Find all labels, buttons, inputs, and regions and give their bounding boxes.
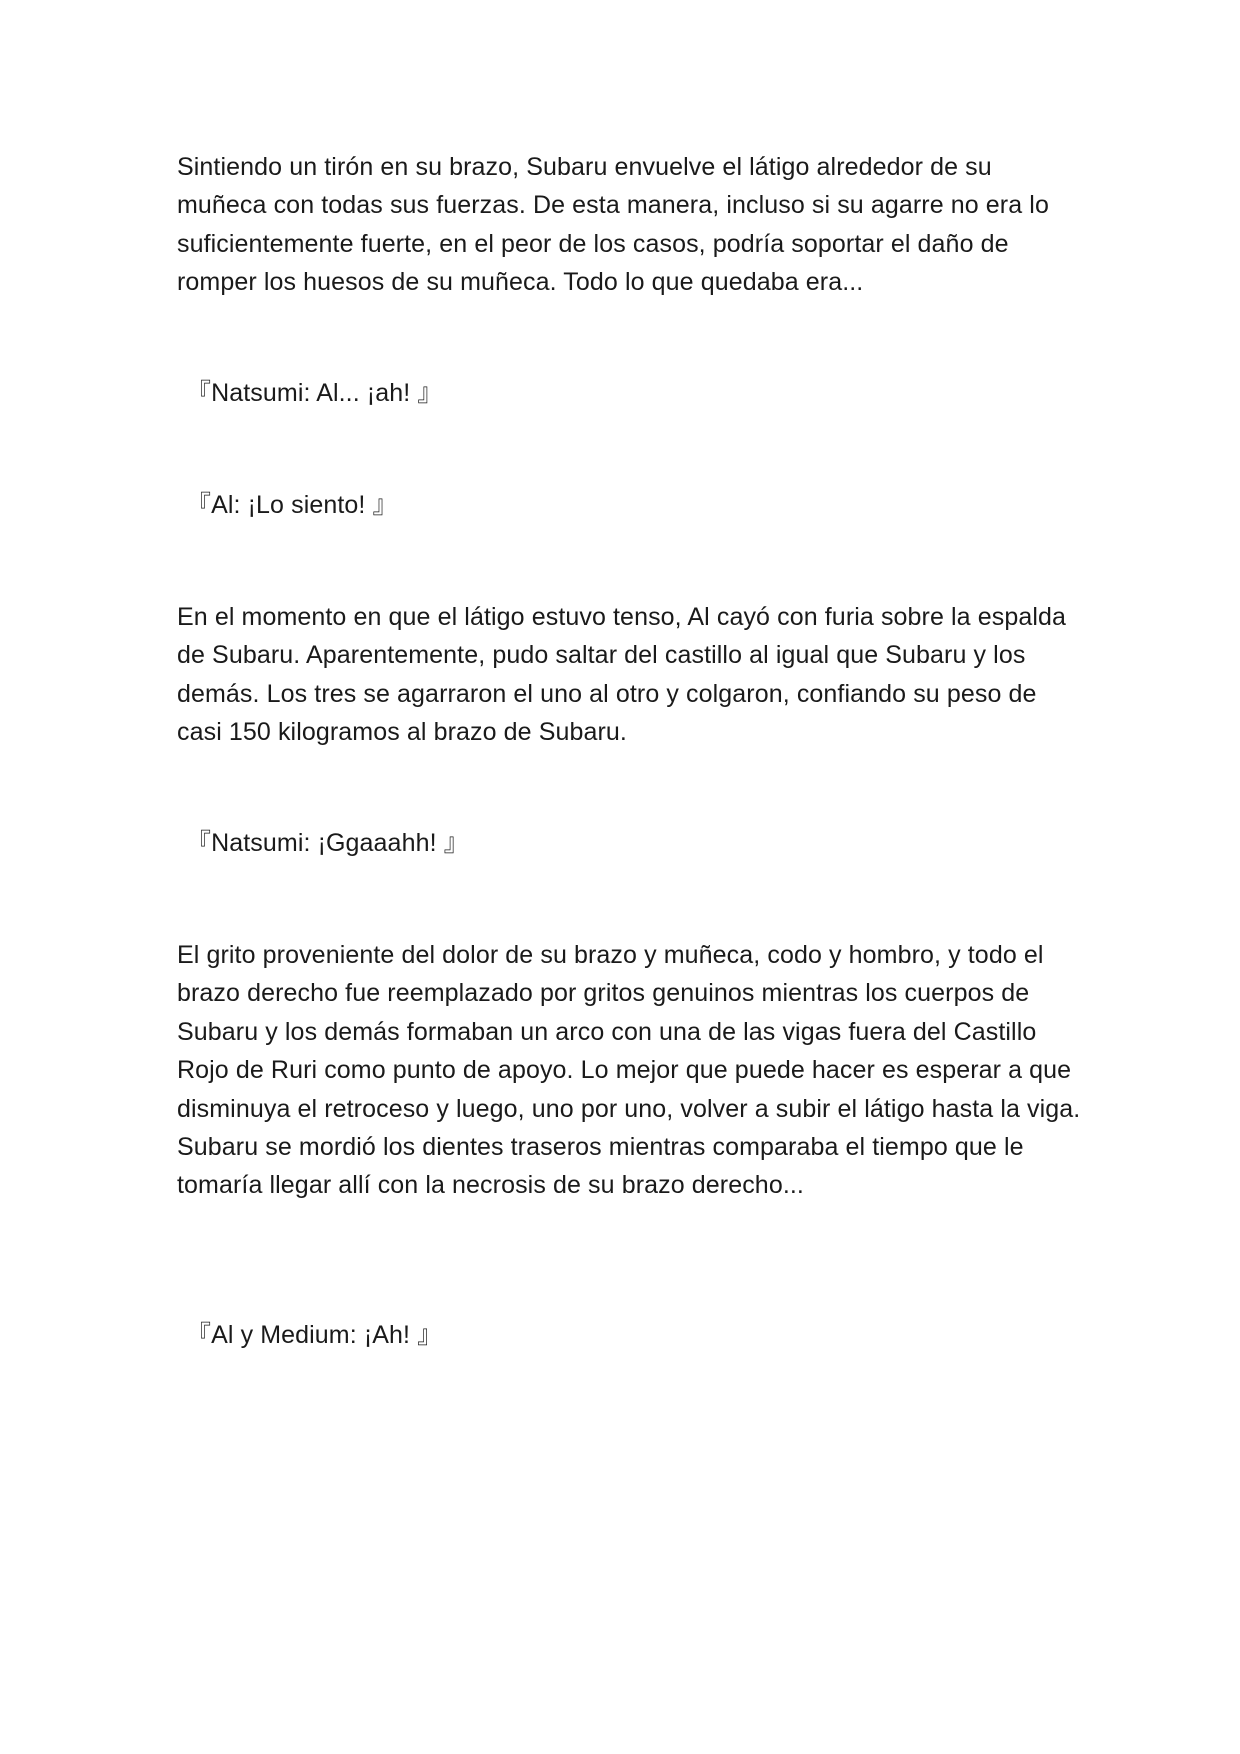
dialogue-al-medium: 『Al y Medium: ¡Ah! 』	[186, 1321, 443, 1349]
paragraph-arm-pain: El grito proveniente del dolor de su brazo y muñeca, codo y hombro, y todo el brazo derecho fue reemplazado por gritos genuinos mientras los cuerpos de Subaru y los demás formaban un arco con una de las vigas fuera del Castillo Rojo de Ruri como punto de apoyo. Lo mejor que puede hacer es esperar a que disminuya el retroceso y luego, uno por uno, volver a subir el látigo hasta la viga. Subaru se mordió los dientes traseros mientras comparaba el tiempo que le tomaría llegar allí con la necrosis de su brazo derecho...	[177, 941, 1081, 1200]
dialogue-al-sorry: 『Al: ¡Lo siento! 』	[186, 491, 398, 519]
paragraph-al-falls: En el momento en que el látigo estuvo tenso, Al cayó con furia sobre la espalda de Subaru. Aparentemente, pudo saltar del castillo al igual que Subaru y los demás. Los tres se agarraron el uno al otro y colgaron, confiando su peso de casi 150 kilogramos al brazo de Subaru.	[177, 603, 1067, 747]
dialogue-natsumi-al: 『Natsumi: Al... ¡ah! 』	[186, 379, 443, 407]
dialogue-natsumi-scream: 『Natsumi: ¡Ggaaahh! 』	[186, 829, 469, 857]
paragraph-subaru-whip: Sintiendo un tirón en su brazo, Subaru envuelve el látigo alrededor de su muñeca con todas sus fuerzas. De esta manera, incluso si su agarre no era lo suficientemente fuerte, en el peor de los casos, podría soportar el daño de romper los huesos de su muñeca. Todo lo que quedaba era...	[177, 153, 1049, 297]
